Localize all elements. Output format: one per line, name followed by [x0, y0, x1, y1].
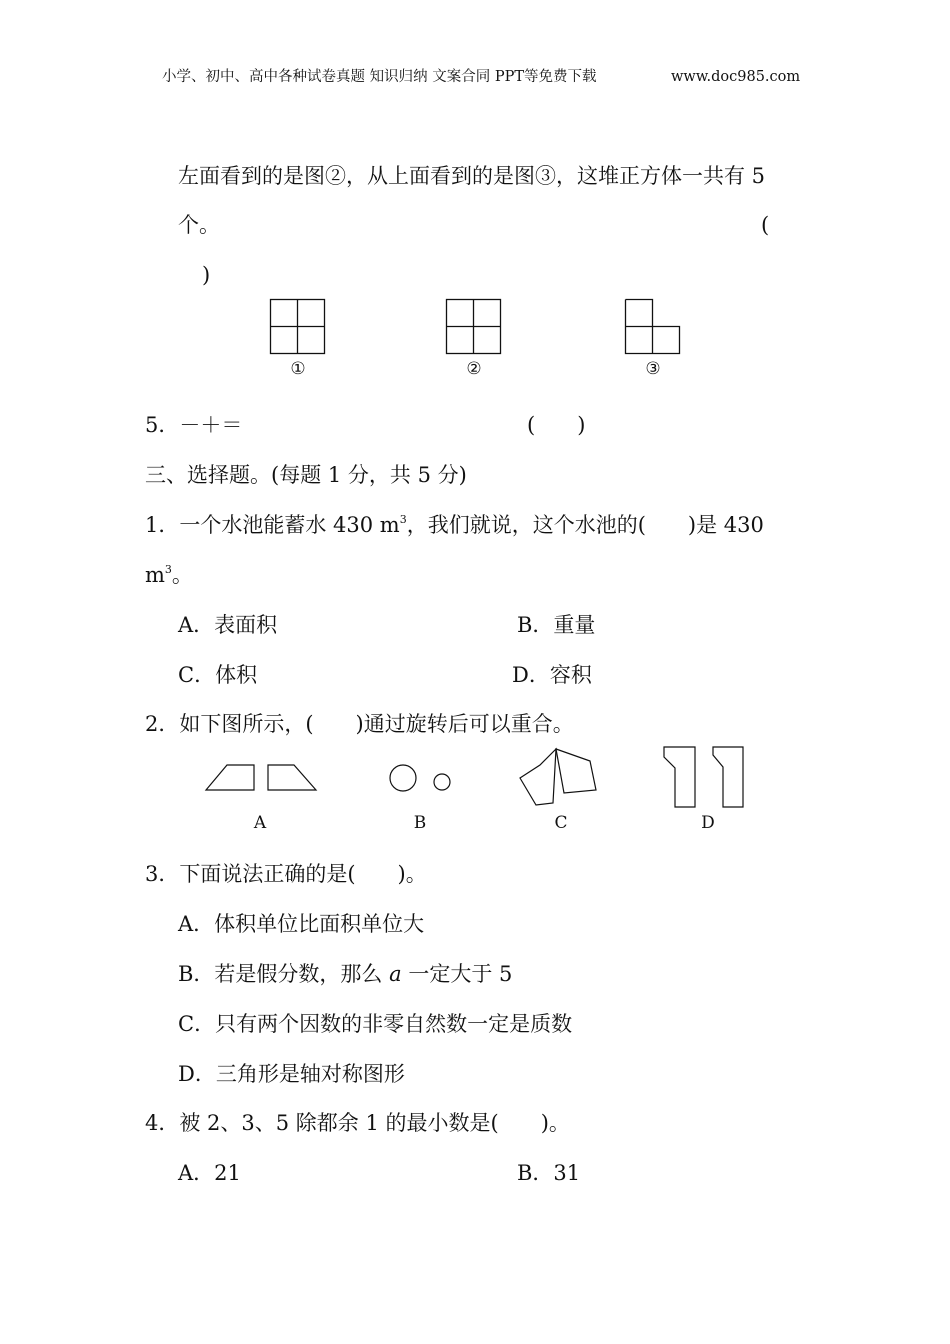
mc4-text: 4．被 2、3、5 除都余 1 的最小数是( )。 [145, 1111, 570, 1135]
view-figure-2 [446, 299, 502, 355]
q5-paren: ( ) [527, 413, 586, 437]
mc3-text: 3．下面说法正确的是( )。 [145, 862, 427, 886]
view-label-1: ① [290, 359, 306, 379]
header-site-note: 小学、初中、高中各种试卷真题 知识归纳 文案合同 PPT等免费下载 [162, 69, 597, 85]
mc2-text: 2．如下图所示，( )通过旋转后可以重合。 [145, 712, 574, 736]
shape-b-circles [388, 763, 454, 795]
view-figure-1 [270, 299, 326, 355]
section3-title: 三、选择题。(每题 1 分，共 5 分) [145, 463, 467, 487]
view-figure-3 [625, 299, 681, 355]
q4-paren-close: ) [202, 263, 211, 287]
mc1-line2: $m^3$。 [145, 563, 193, 587]
mc3-option-b: B．若是假分数，那么 a 一定大于 5 [178, 962, 513, 986]
mc2-label-c: C [554, 813, 568, 833]
header-url: www.doc985.com [671, 69, 801, 85]
mc2-label-a: A [253, 813, 267, 833]
view-label-3: ③ [645, 359, 661, 379]
mc1-option-d: D．容积 [512, 663, 592, 687]
shape-c-quadrilaterals [519, 747, 599, 807]
mc3-option-c: C．只有两个因数的非零自然数一定是质数 [178, 1012, 573, 1036]
mc2-label-b: B [413, 813, 427, 833]
q5-text: 5．－＋＝ [145, 413, 243, 437]
q4-line1: 左面看到的是图②，从上面看到的是图③，这堆正方体一共有 5 [178, 164, 766, 188]
shape-d-l-shapes [663, 746, 747, 810]
mc1-option-b: B．重量 [517, 613, 596, 637]
mc1-option-a: A．表面积 [178, 613, 278, 637]
mc4-option-b: B．31 [517, 1161, 581, 1185]
mc2-label-d: D [701, 813, 715, 833]
mc3-option-a: A．体积单位比面积单位大 [178, 912, 425, 936]
mc1-option-c: C．体积 [178, 663, 258, 687]
shape-a-trapezoids [205, 764, 320, 794]
q4-paren-open: ( [761, 213, 770, 237]
view-label-2: ② [466, 359, 482, 379]
mc4-option-a: A．21 [178, 1161, 241, 1185]
mc1-line1: 1．一个水池能蓄水 430 $m^3$，我们就说，这个水池的( )是 430 [145, 513, 764, 537]
mc3-option-d: D．三角形是轴对称图形 [178, 1062, 405, 1086]
q4-line2: 个。 [178, 213, 220, 237]
